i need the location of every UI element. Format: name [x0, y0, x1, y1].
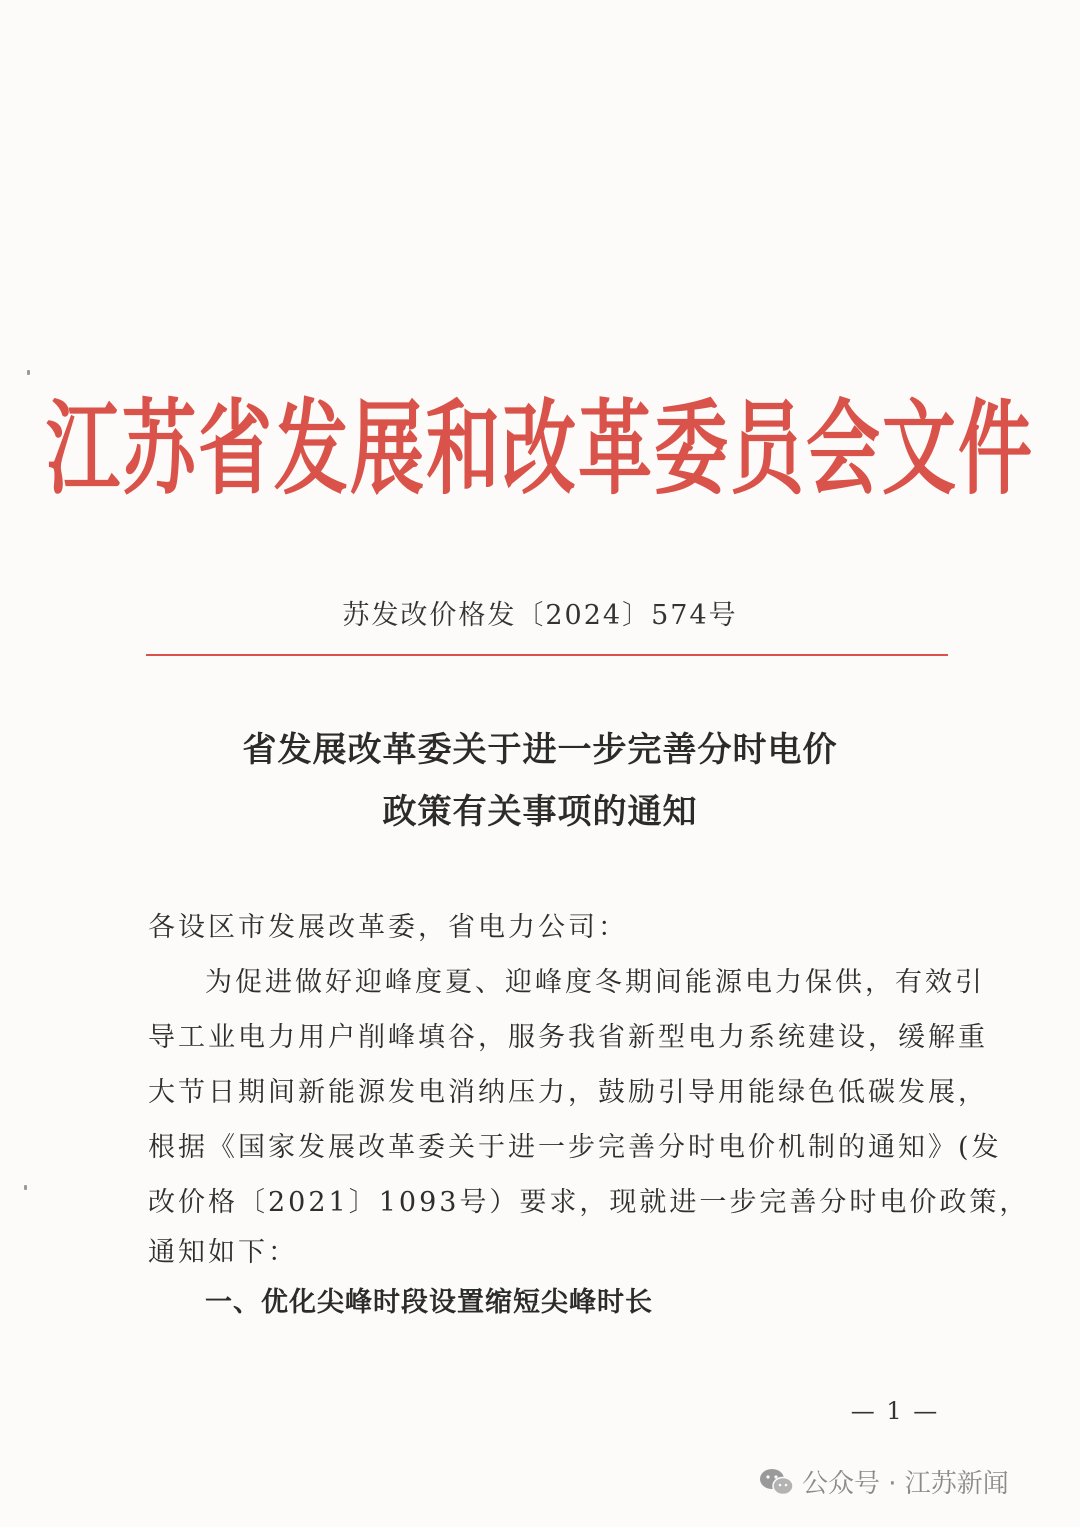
watermark-text: 公众号 · 江苏新闻	[802, 1469, 1009, 1499]
scan-speck	[24, 1185, 27, 1190]
red-divider	[146, 654, 948, 656]
paragraph-line: 根据《国家发展改革委关于进一步完善分时电价机制的通知》(发	[148, 1132, 1002, 1163]
paragraph-line: 大节日期间新能源发电消纳压力，鼓励引导用能绿色低碳发展，	[148, 1077, 988, 1108]
section-one-heading: 一、优化尖峰时段设置缩短尖峰时长	[205, 1287, 653, 1318]
source-watermark	[758, 1463, 1009, 1500]
paragraph-line: 通知如下：	[148, 1237, 298, 1268]
paragraph-line: 为促进做好迎峰度夏、迎峰度冬期间能源电力保供，有效引	[205, 967, 985, 998]
notice-title-line-1: 省发展改革委关于进一步完善分时电价	[242, 730, 838, 770]
paragraph-line: 改价格〔2021〕1093号）要求，现就进一步完善分时电价政策，	[148, 1187, 1030, 1218]
agency-file-title: 江苏省发展和改革委员会文件	[46, 390, 1034, 509]
salutation: 各设区市发展改革委，省电力公司：	[148, 912, 628, 943]
scan-speck	[27, 370, 30, 375]
document-number: 苏发改价格发〔2024〕574号	[342, 600, 738, 631]
page-number: — 1 —	[850, 1397, 940, 1425]
paragraph-line: 导工业电力用户削峰填谷，服务我省新型电力系统建设，缓解重	[148, 1022, 988, 1053]
notice-title-line-2: 政策有关事项的通知	[382, 792, 698, 832]
wechat-icon	[758, 1467, 796, 1497]
